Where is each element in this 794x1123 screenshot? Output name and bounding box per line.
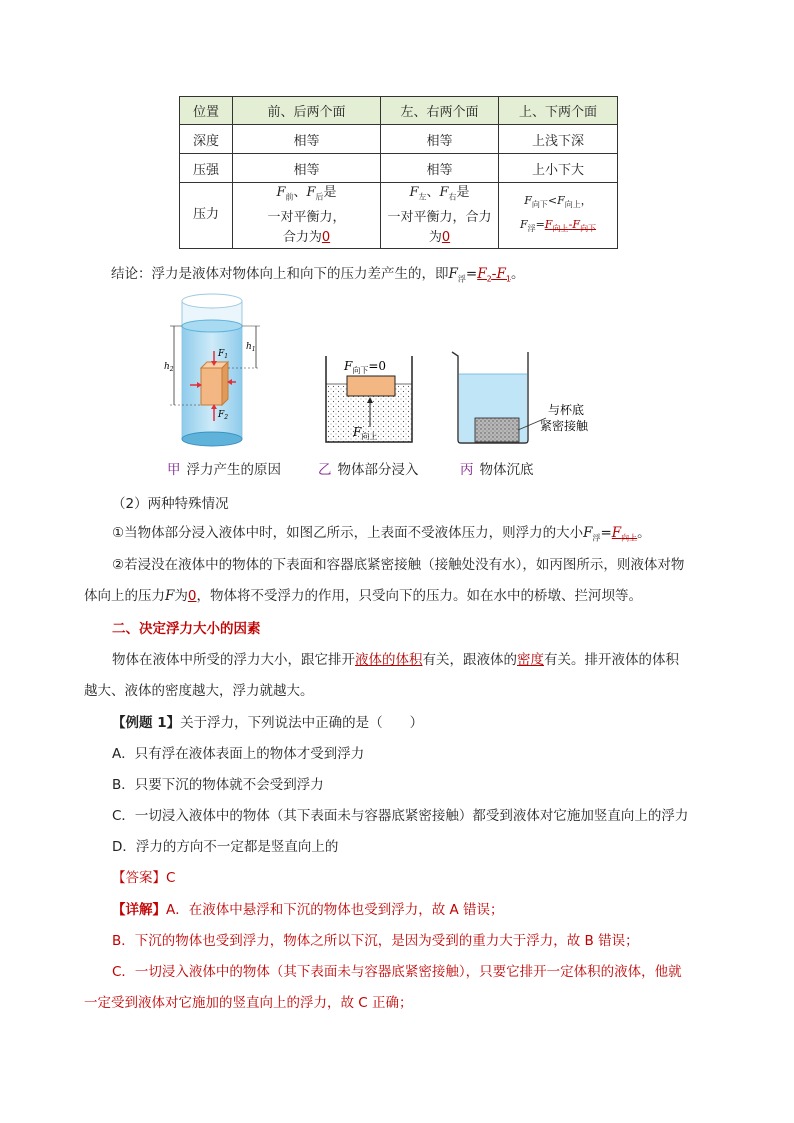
table-header-cell: 前、后两个面 (233, 97, 381, 125)
table-header-row (180, 97, 618, 125)
table-row-depth (180, 125, 618, 154)
example-question: 【例题 1】关于浮力，下列说法中正确的是（ ） (112, 715, 424, 731)
table-cell-left-right: $F_左$、$F_右$是 一对平衡力，合力 为0 (381, 183, 499, 249)
figure-sinking-object (448, 348, 608, 446)
table-cell-up-down: $F_{向下}<F_{向上}$， $F_浮=F_{向上}-F_{向下}$ (499, 183, 618, 249)
table-cell: 上小下大 (499, 154, 618, 183)
special-case-2-line2: 体向上的压力F为0，物体将不受浮力的作用，只受向下的压力。如在水中的桥墩、拦河坝等。 (84, 588, 642, 604)
table-cell: 深度 (180, 125, 233, 154)
table-row-force (180, 183, 618, 249)
answer-blank: 0 (187, 588, 197, 604)
answer-blank: $F_2-F_1$ (477, 266, 511, 284)
figure-partial-immersion (322, 350, 417, 445)
section2-paragraph-line1: 物体在液体中所受的浮力大小，跟它排开液体的体积有关，跟液体的密度有关。排开液体的体积 (112, 652, 679, 668)
detail-b: B．下沉的物体也受到浮力，物体之所以下沉，是因为受到的重力大于浮力，故 B 错误； (112, 933, 639, 949)
detail-c-line2: 一定受到液体对它施加的竖直向上的浮力，故 C 正确； (84, 995, 413, 1011)
table-header-cell: 上、下两个面 (499, 97, 618, 125)
table-header-cell: 左、右两个面 (381, 97, 499, 125)
table-cell: 压强 (180, 154, 233, 183)
answer-blank: 密度 (517, 652, 544, 668)
f1-label: $F_1$ (218, 349, 229, 360)
table-row-pressure (180, 154, 618, 183)
section-subtitle: （2）两种特殊情况 (112, 496, 229, 512)
f-up-label: $F_{向上}$ (353, 425, 378, 441)
table-header-cell: 位置 (180, 97, 233, 125)
pressure-comparison-table (179, 96, 618, 249)
option-c: C．一切浸入液体中的物体（其下表面未与容器底紧密接触）都受到液体对它施加竖直向上的浮力 (112, 808, 689, 824)
table-cell: 压力 (180, 183, 233, 249)
option-b: B．只要下沉的物体就不会受到浮力 (112, 777, 324, 793)
figure-caption-yi: 乙 物体部分浸入 (318, 462, 419, 478)
h2-label: $h_2$ (164, 362, 174, 373)
figure-cylinder-buoyancy (160, 293, 270, 448)
section2-paragraph-line2: 越大、液体的密度越大，浮力就越大。 (84, 683, 314, 699)
figure-caption-bing: 丙 物体沉底 (460, 462, 534, 478)
table-cell: 相等 (381, 125, 499, 154)
special-case-1: ①当物体部分浸入液体中时，如图乙所示，上表面不受液体压力，则浮力的大小$F_浮=F_{向上}$。 (112, 525, 651, 543)
answer-line: 【答案】C (112, 870, 176, 886)
f-down-label: $F_{向下}=0$ (344, 359, 387, 375)
answer-blank: $F_{向上}-F_{向下}$ (544, 218, 597, 234)
note-line2: 紧密接触 (540, 419, 589, 433)
table-cell: 上浅下深 (499, 125, 618, 154)
answer-blank: 0 (441, 229, 451, 245)
special-case-2-line1: ②若浸没在液体中的物体的下表面和容器底紧密接触（接触处没有水），如丙图所示，则液体对物 (112, 557, 685, 573)
note-line1: 与杯底 (548, 403, 585, 417)
figure-caption-jia: 甲 浮力产生的原因 (167, 462, 281, 478)
option-a: A．只有浮在液体表面上的物体才受到浮力 (112, 746, 365, 762)
answer-blank: 液体的体积 (355, 652, 423, 668)
table-cell: 相等 (381, 154, 499, 183)
section-heading: 二、决定浮力大小的因素 (112, 621, 261, 637)
answer-blank: $F_{向上}$ (611, 525, 638, 543)
table-cell-front-back: $F_前$、$F_后$是 一对平衡力， 合力为0 (233, 183, 381, 249)
detail-c-line1: C．一切浸入液体中的物体（其下表面未与容器底紧密接触），只要它排开一定体积的液体，他就 (112, 964, 682, 980)
answer-blank: 0 (321, 229, 331, 245)
table-cell: 相等 (233, 125, 381, 154)
f2-label: $F_2$ (218, 410, 229, 421)
table-cell: 相等 (233, 154, 381, 183)
h1-label: $h_1$ (246, 342, 256, 353)
conclusion-line: 结论：浮力是液体对物体向上和向下的压力差产生的，即$F_浮=F_2-F_1$。 (111, 266, 525, 284)
detail-a: 【详解】A．在液体中悬浮和下沉的物体也受到浮力，故 A 错误； (112, 902, 504, 918)
option-d: D．浮力的方向不一定都是竖直向上的 (112, 839, 339, 855)
